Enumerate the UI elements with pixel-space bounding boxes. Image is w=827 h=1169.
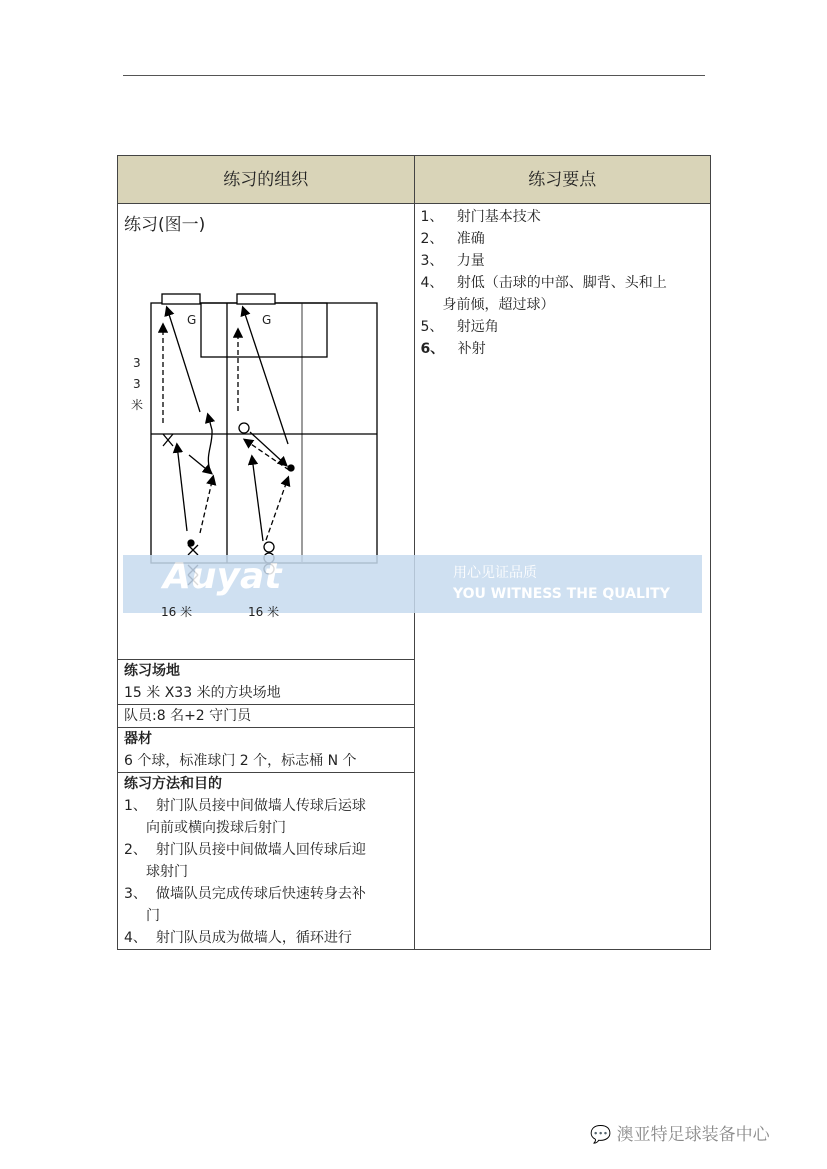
watermark-logo: Auyat: [163, 556, 282, 597]
method-heading: 练习方法和目的: [124, 776, 222, 792]
length-label: 3: [133, 356, 141, 370]
watermark-cn: 用心见证品质: [453, 565, 537, 581]
length-label: 3: [133, 377, 141, 391]
field-text: 15 米 X33 米的方块场地: [124, 685, 281, 701]
list-item: 4、 射门队员成为做墙人，循环进行: [124, 930, 352, 946]
list-item: 3、 力量: [420, 253, 485, 269]
header-organization: 练习的组织: [118, 156, 415, 204]
goalkeeper-label: G: [262, 313, 272, 327]
list-item: 2、 准确: [420, 231, 485, 247]
ball: [288, 465, 294, 471]
goal: [162, 294, 200, 304]
penalty-box: [201, 303, 327, 357]
list-item: 5、 射远角: [420, 319, 499, 335]
movement-arrows: [163, 308, 289, 541]
width-label: 16 米: [161, 605, 193, 619]
goal: [237, 294, 275, 304]
pitch-outline: [151, 303, 377, 563]
header-key-points: 练习要点: [414, 156, 711, 204]
list-item: 6、 补射: [420, 341, 486, 357]
length-label: 米: [131, 398, 144, 412]
list-item: 3、 做墙队员完成传球后快速转身去补 门: [124, 886, 366, 924]
list-item: 1、 射门基本技术: [420, 209, 541, 225]
equipment-heading: 器材: [124, 731, 152, 747]
list-item: 1、 射门队员接中间做墙人传球后运球 向前或横向拨球后射门: [124, 798, 366, 836]
goalkeeper-label: G: [187, 313, 197, 327]
watermark-en: YOU WITNESS THE QUALITY: [453, 586, 670, 602]
watermark: [123, 555, 702, 613]
list-item: 2、 射门队员接中间做墙人回传球后迎 球射门: [124, 842, 366, 880]
width-label: 16 米: [248, 605, 280, 619]
ball: [188, 540, 194, 546]
list-item: 4、 射低（击球的中部、脚背、头和上 身前倾，超过球）: [420, 275, 667, 313]
field-heading: 练习场地: [124, 663, 180, 679]
equipment-text: 6 个球，标准球门 2 个，标志桶 N 个: [124, 753, 357, 769]
wechat-icon: 💬: [590, 1125, 612, 1145]
players-text: 队员:8 名+2 守门员: [118, 705, 415, 728]
diagram-title: 练习(图一): [124, 215, 206, 235]
brand-footer: 💬 澳亚特足球装备中心: [590, 1125, 770, 1145]
